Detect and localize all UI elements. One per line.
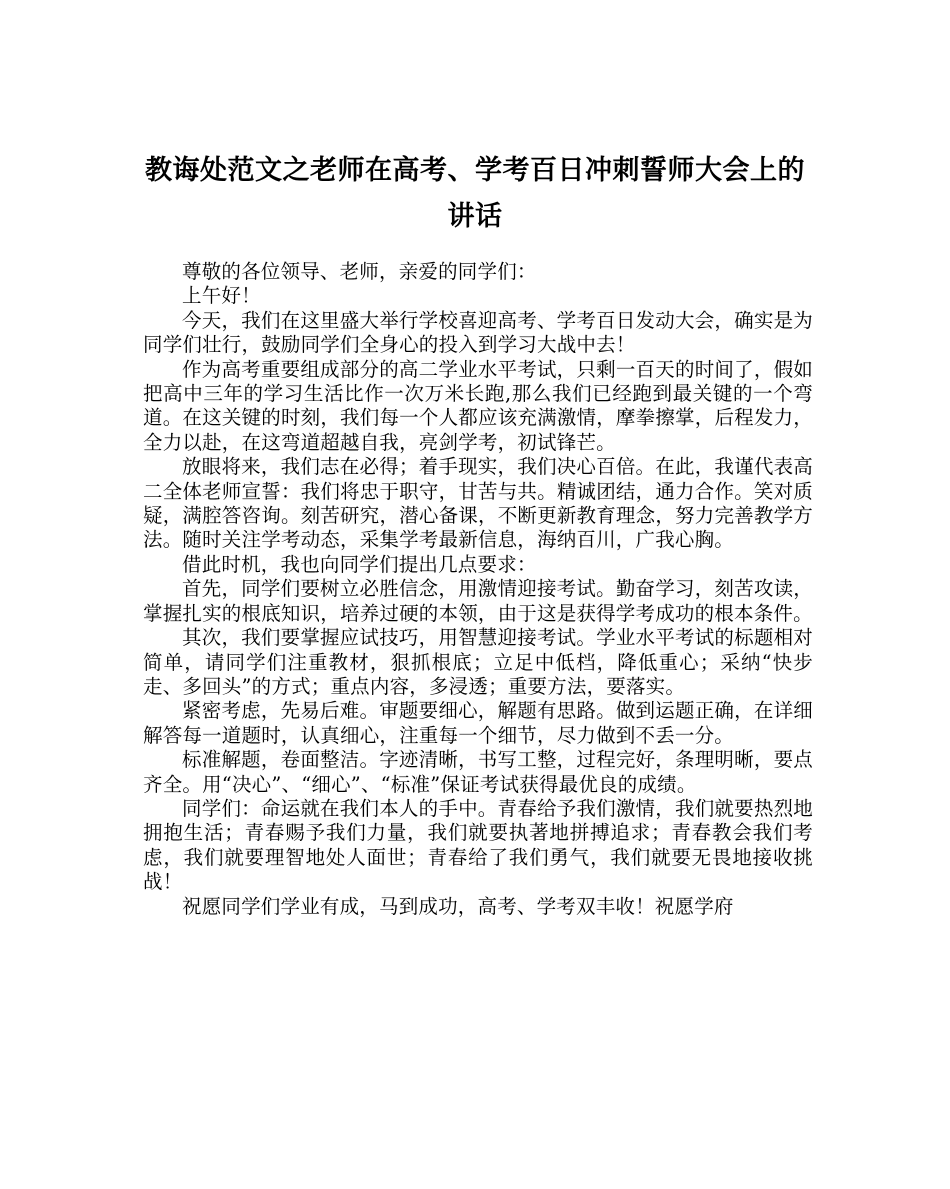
paragraph: 标准解题，卷面整洁。字迹清晰，书写工整，过程完好，条理明晰，要点齐全。用“决心”、“细心”、“标准”保证考试获得最优良的成绩。 [143,748,813,796]
paragraph-salutation: 尊敬的各位领导、老师，亲爱的同学们： [182,260,537,283]
document-body [143,260,813,919]
paragraph: 今天，我们在这里盛大举行学校喜迎高考、学考百日发动大会，确实是为同学们壮行，鼓励同学们全身心的投入到学习大战中去！ [143,308,813,357]
title-line-2: 讲话 [447,201,503,233]
paragraph-greeting: 上午好！ [182,284,261,308]
paragraph: 紧密考虑，先易后难。审题要细心，解题有思路。做到运题正确，在详细解答每一道题时，认真细心，注重每一个细节，尽力做到不丢一分。 [143,699,813,747]
title-line-1: 教诲处范文之老师在高考、学考百日冲刺誓师大会上的 [145,155,805,187]
paragraph: 借此时机，我也向同学们提出几点要求： [182,552,537,576]
paragraph: 其次，我们要掌握应试技巧，用智慧迎接考试。学业水平考试的标题相对简单，请同学们注重教材，狠抓根底；立足中低档，降低重心；采纳“快步走、多回头”的方式；重点内容，多浸透；重要方法，要落实。 [143,626,813,698]
paragraph-closing: 祝愿同学们学业有成，马到成功，高考、学考双丰收！祝愿学府 [182,894,734,918]
document-title [120,148,830,240]
paragraph: 同学们：命运就在我们本人的手中。青春给予我们激情，我们就要热烈地拥抱生活；青春赐予我们力量，我们就要执著地拼搏追求；青春教会我们考虑，我们就要理智地处人面世；青春给了我们勇气，我们就要无畏地接收挑战！ [143,796,813,894]
paragraph: 首先，同学们要树立必胜信念，用激情迎接考试。勤奋学习，刻苦攻读，掌握扎实的根底知识，培养过硬的本领，由于这是获得学考成功的根本条件。 [143,577,813,625]
paragraph: 放眼将来，我们志在必得；着手现实，我们决心百倍。在此，我谨代表高二全体老师宣誓：我们将忠于职守，甘苦与共。精诚团结，通力合作。笑对质疑，满腔答咨询。刻苦研究，潜心备课，不断更新教育理念，努力完善教学方法。随时关注学考动态，采集学考最新信息，海纳百川，广我心胸。 [143,455,813,552]
paragraph: 作为高考重要组成部分的高二学业水平考试，只剩一百天的时间了，假如把高中三年的学习生活比作一次万米长跑,那么我们已经跑到最关键的一个弯道。在这关键的时刻，我们每一个人都应该充满激情，摩拳擦掌，后程发力，全力以赴，在这弯道超越自我，亮剑学考，初试锋芒。 [143,357,813,454]
